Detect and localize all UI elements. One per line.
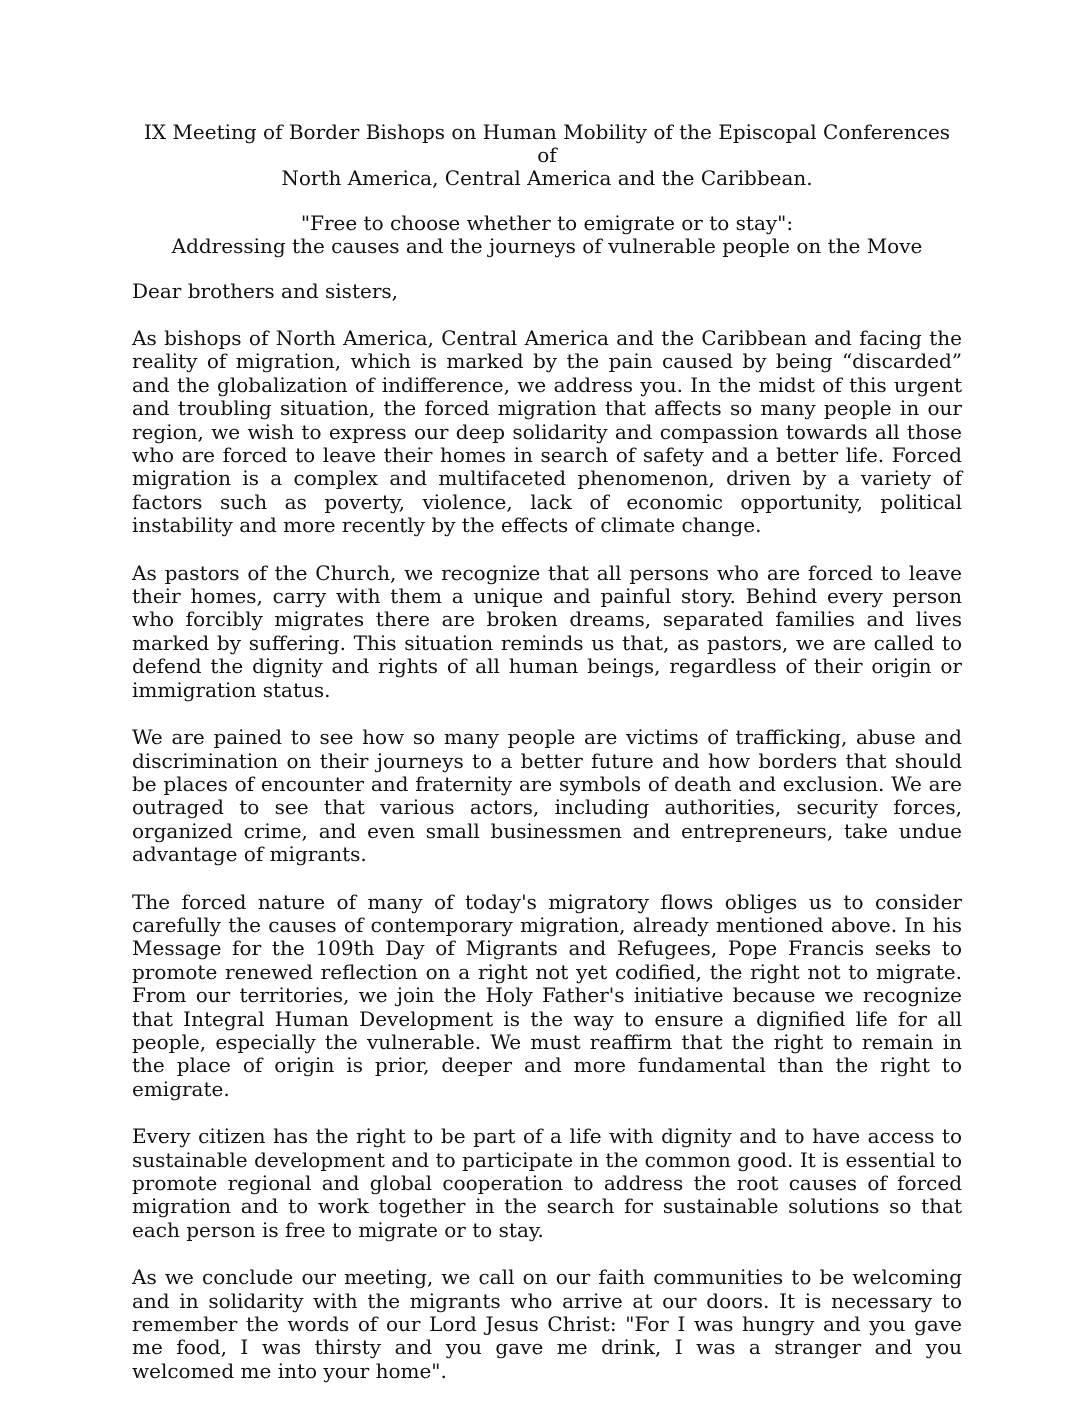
document-title (132, 121, 962, 190)
document-subtitle (132, 212, 962, 258)
subtitle-line-2: Addressing the causes and the journeys of vulnerable people on the Move (171, 234, 923, 258)
greeting: Dear brothers and sisters, (132, 279, 398, 303)
paragraph-4: The forced nature of many of today's migratory flows obliges us to consider carefully the causes of contemporary migration, already mentioned above. In his Message for the 109th Day of Migrants and Refugees, Pope Francis seeks to promote renewed reflection on a right not yet codified, the right not to migrate. From our territories, we join the Holy Father's initiative because we recognize that Integral Human Development is the way to ensure a dignified life for all people, especially the vulnerable. We must reaffirm that the right to remain in the place of origin is prior, deeper and more fundamental than the right to emigrate. (132, 889, 962, 1101)
paragraph-2: As pastors of the Church, we recognize that all persons who are forced to leave their homes, carry with them a unique and painful story. Behind every person who forcibly migrates there are broken dreams, separated families and lives marked by suffering. This situation reminds us that, as pastors, we are called to defend the dignity and rights of all human beings, regardless of their origin or immigration status. (132, 560, 962, 702)
title-line-2: North America, Central America and the Caribbean. (281, 166, 813, 190)
paragraph-6: As we conclude our meeting, we call on our faith communities to be welcoming and in solidarity with the migrants who arrive at our doors. It is necessary to remember the words of our Lord Jesus Christ: "For I was hungry and you gave me food, I was thirsty and you gave me drink, I was a stranger and you welcomed me into your home". (132, 1265, 962, 1383)
paragraph-1: As bishops of North America, Central America and the Caribbean and facing the reality of migration, which is marked by the pain caused by being “discarded” and the globalization of indifference, we address you. In the midst of this urgent and troubling situation, the forced migration that affects so many people in our region, we wish to express our deep solidarity and compassion towards all those who are forced to leave their homes in search of safety and a better life. Forced migration is a complex and multifaceted phenomenon, driven by a variety of factors such as poverty, violence, lack of economic opportunity, political instability and more recently by the effects of climate change. (132, 326, 962, 538)
subtitle-line-1: "Free to choose whether to emigrate or to stay": (300, 211, 794, 235)
document-body (132, 121, 962, 1407)
paragraph-3: We are pained to see how so many people are victims of trafficking, abuse and discrimination on their journeys to a better future and how borders that should be places of encounter and fraternity are symbols of death and exclusion. We are outraged to see that various actors, including authorities, security forces, organized crime, and even small businessmen and entrepreneurs, take undue advantage of migrants. (132, 725, 962, 867)
title-line-1: IX Meeting of Border Bishops on Human Mobility of the Episcopal Conferences of (143, 120, 951, 167)
paragraph-5: Every citizen has the right to be part of a life with dignity and to have access to sustainable development and to participate in the common good. It is essential to promote regional and global cooperation to address the root causes of forced migration and to work together in the search for sustainable solutions so that each person is free to migrate or to stay. (132, 1124, 962, 1242)
